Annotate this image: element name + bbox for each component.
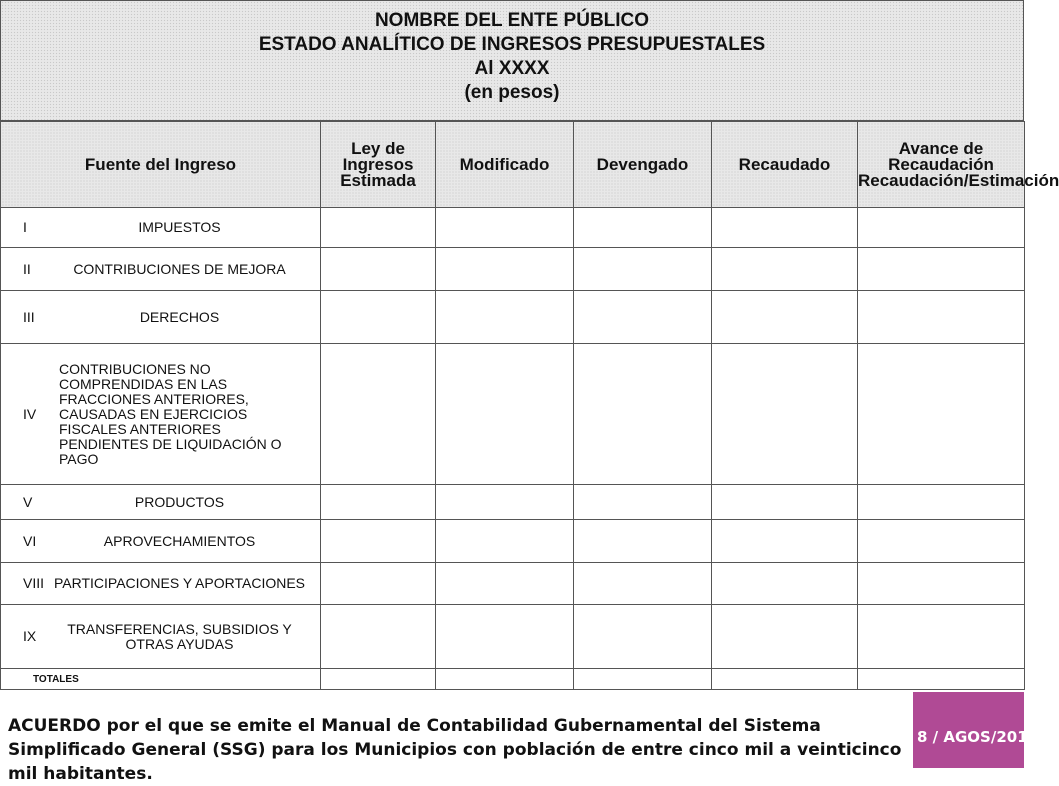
row-source [1,248,321,291]
table-header-row [1,122,1025,208]
row-source [1,485,321,520]
cell-ley[interactable] [321,291,436,344]
col-modificado: Modificado [436,122,574,208]
cell-avance[interactable] [858,208,1025,248]
row-label: APROVECHAMIENTOS [103,532,256,549]
income-table [0,121,1059,690]
cell-avance[interactable] [858,605,1025,669]
cell-devengado[interactable] [574,344,712,485]
row-label: PARTICIPACIONES Y APORTACIONES [53,575,306,591]
cell-ley[interactable] [321,485,436,520]
row-number: II [23,260,31,277]
totals-label: TOTALES [33,673,79,685]
cell-avance[interactable] [858,485,1025,520]
table-row [1,605,1025,669]
col-recaudado: Recaudado [712,122,858,208]
cell-avance[interactable] [858,669,1025,690]
col-ley: Ley de Ingresos Estimada [321,122,436,208]
table-row [1,248,1025,291]
cell-ley[interactable] [321,344,436,485]
report-title: ESTADO ANALÍTICO DE INGRESOS PRESUPUESTALES [258,34,766,55]
table-row [1,563,1025,605]
footer-caption: ACUERDO por el que se emite el Manual de Contabilidad Gubernamental del Sistema Simplificado General (SSG) para los Municipios con población de entre cinco mil a veinticinco mil habitantes. [8,716,902,784]
row-number: VI [23,532,37,549]
cell-recaudado[interactable] [712,563,858,605]
cell-modificado[interactable] [436,669,574,690]
cell-modificado[interactable] [436,563,574,605]
cell-recaudado[interactable] [712,520,858,563]
cell-recaudado[interactable] [712,248,858,291]
cell-avance[interactable] [858,520,1025,563]
cell-ley[interactable] [321,563,436,605]
col-avance: Avance de Recaudación Recaudación/Estimación [858,122,1025,208]
cell-devengado[interactable] [574,520,712,563]
cell-modificado[interactable] [436,344,574,485]
table-row [1,520,1025,563]
totals-row [1,669,1025,690]
row-number: I [23,219,27,235]
entity-name: NOMBRE DEL ENTE PÚBLICO [374,10,650,31]
row-label: TRANSFERENCIAS, SUBSIDIOS Y OTRAS AYUDAS [67,620,292,652]
table-row [1,291,1025,344]
table-row [1,208,1025,248]
cell-recaudado[interactable] [712,485,858,520]
cell-devengado[interactable] [574,563,712,605]
row-source [1,344,321,485]
cell-recaudado[interactable] [712,291,858,344]
cell-avance[interactable] [858,291,1025,344]
row-label: IMPUESTOS [138,219,221,235]
date-badge: 8 / AGOS/2011 [913,692,1024,768]
cell-modificado[interactable] [436,520,574,563]
col-fuente: Fuente del Ingreso [1,122,321,208]
cell-devengado[interactable] [574,605,712,669]
cell-avance[interactable] [858,248,1025,291]
report-units: (en pesos) [464,82,560,103]
row-number: VIII [23,575,45,591]
cell-devengado[interactable] [574,208,712,248]
cell-modificado[interactable] [436,485,574,520]
cell-devengado[interactable] [574,485,712,520]
cell-ley[interactable] [321,605,436,669]
cell-recaudado[interactable] [712,605,858,669]
cell-ley[interactable] [321,669,436,690]
cell-modificado[interactable] [436,248,574,291]
row-number: III [23,308,35,325]
cell-recaudado[interactable] [712,208,858,248]
row-number: IX [23,628,37,644]
cell-recaudado[interactable] [712,669,858,690]
cell-ley[interactable] [321,520,436,563]
row-label: CONTRIBUCIONES NO COMPRENDIDAS EN LAS FRACCIONES ANTERIORES, CAUSADAS EN EJERCICIOS FISCALES ANTERIORES PENDIENTES DE LIQUIDACIÓN O PAGO [59,360,282,467]
cell-avance[interactable] [858,344,1025,485]
row-label: DERECHOS [139,308,220,325]
report-date: Al XXXX [474,58,550,79]
table-row [1,485,1025,520]
totals-label-cell [1,669,321,690]
report-header [0,0,1024,121]
col-devengado: Devengado [574,122,712,208]
row-label: CONTRIBUCIONES DE MEJORA [73,260,286,277]
row-label: PRODUCTOS [134,493,225,510]
row-source [1,605,321,669]
row-number: V [23,493,33,510]
row-source [1,208,321,248]
row-number: IV [23,405,37,422]
row-source [1,563,321,605]
row-source [1,520,321,563]
cell-devengado[interactable] [574,248,712,291]
cell-avance[interactable] [858,563,1025,605]
cell-devengado[interactable] [574,291,712,344]
cell-modificado[interactable] [436,208,574,248]
row-source [1,291,321,344]
cell-ley[interactable] [321,208,436,248]
cell-modificado[interactable] [436,291,574,344]
cell-modificado[interactable] [436,605,574,669]
cell-devengado[interactable] [574,669,712,690]
cell-ley[interactable] [321,248,436,291]
table-row [1,344,1025,485]
cell-recaudado[interactable] [712,344,858,485]
